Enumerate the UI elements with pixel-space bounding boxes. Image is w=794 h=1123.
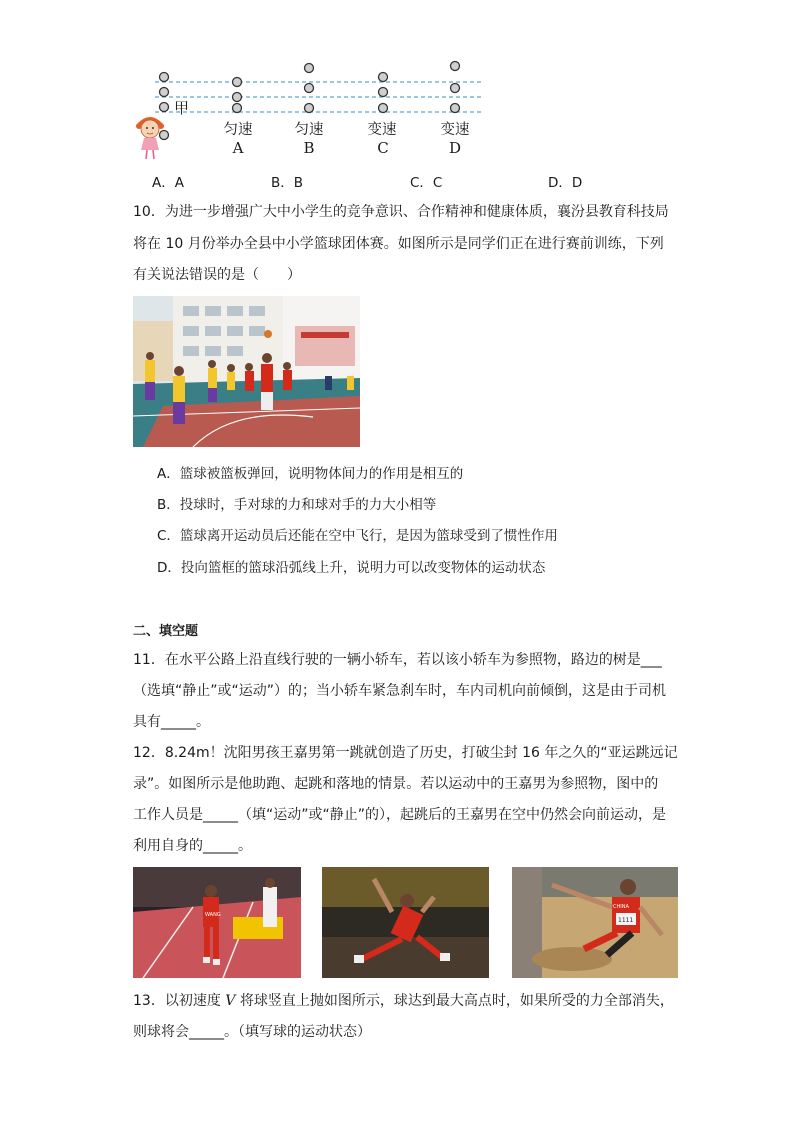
basketball-photo [133, 296, 360, 447]
flag-text: CHINA [613, 904, 629, 910]
landing-photo [512, 867, 678, 978]
q9-option-c[interactable]: C．C [410, 175, 443, 191]
motion-label-a: 匀速 [223, 122, 253, 138]
letter-d: D [448, 139, 462, 157]
letter-c: C [377, 139, 389, 157]
q10-option-d[interactable]: D．投向篮框的篮球沿弧线上升，说明力可以改变物体的运动状态 [157, 560, 546, 576]
motion-label-d: 变速 [440, 122, 470, 138]
q13-line1-post: 将球竖直上抛如图所示，球达到最大高点时，如果所受的力全部消失， [235, 993, 674, 1009]
q12-line1: 12．8.24m！沈阳男孩王嘉男第一跳就创造了历史，打破尘封 16 年之久的“亚运跳远记 [133, 745, 678, 761]
q10-option-c[interactable]: C．篮球离开运动员后还能在空中飞行，是因为篮球受到了惯性作用 [157, 528, 558, 544]
bib-text: WANG [205, 912, 221, 918]
run-up-photo [133, 867, 301, 978]
letter-a: A [232, 139, 244, 157]
section-title: 二、填空题 [133, 624, 199, 639]
q10-option-b[interactable]: B．投球时，手对球的力和球对手的力大小相等 [157, 497, 437, 513]
velocity-symbol: V [225, 993, 236, 1009]
q12-line4: 利用自身的_____。 [133, 838, 252, 854]
q9-option-a[interactable]: A．A [152, 175, 184, 191]
take-off-photo [322, 867, 489, 978]
letter-b: B [303, 139, 315, 157]
q12-line3: 工作人员是_____（填“运动”或“静止”的），起跳后的王嘉男在空中仍然会向前运动，是 [133, 807, 667, 823]
q11-line1: 11．在水平公路上沿直线行驶的一辆小轿车，若以该小轿车为参照物，路边的树是___ [133, 652, 662, 668]
motion-label-b: 匀速 [294, 122, 324, 138]
ball-label-jia: 甲 [174, 99, 190, 117]
q10-stem-line3: 有关说法错误的是（ ） [133, 267, 301, 283]
q10-option-a[interactable]: A．篮球被篮板弹回，说明物体间力的作用是相互的 [157, 466, 464, 482]
q12-line2: 录”。如图所示是他助跑、起跳和落地的情景。若以运动中的王嘉男为参照物，图中的 [133, 776, 659, 792]
q11-line2: （选填“静止”或“运动”）的；当小轿车紧急刹车时，车内司机向前倾倒，这是由于司机 [133, 683, 667, 699]
q10-stem-line1: 10．为进一步增强广大中小学生的竞争意识、合作精神和健康体质，襄汾县教育科技局 [133, 204, 669, 220]
q13-line1 [133, 991, 674, 1011]
bib-number: 1111 [618, 917, 634, 924]
motion-label-c: 变速 [367, 122, 397, 138]
q11-line3: 具有_____。 [133, 714, 210, 730]
q9-option-b[interactable]: B．B [271, 175, 304, 191]
q13-line1-pre: 13．以初速度 [133, 993, 226, 1009]
q10-stem-line2: 将在 10 月份举办全县中小学篮球团体赛。如图所示是同学们正在进行赛前训练，下列 [133, 236, 664, 252]
girl-cartoon [136, 117, 164, 159]
q9-option-d[interactable]: D．D [548, 175, 583, 191]
q13-line2: 则球将会_____。（填写球的运动状态） [133, 1024, 371, 1040]
